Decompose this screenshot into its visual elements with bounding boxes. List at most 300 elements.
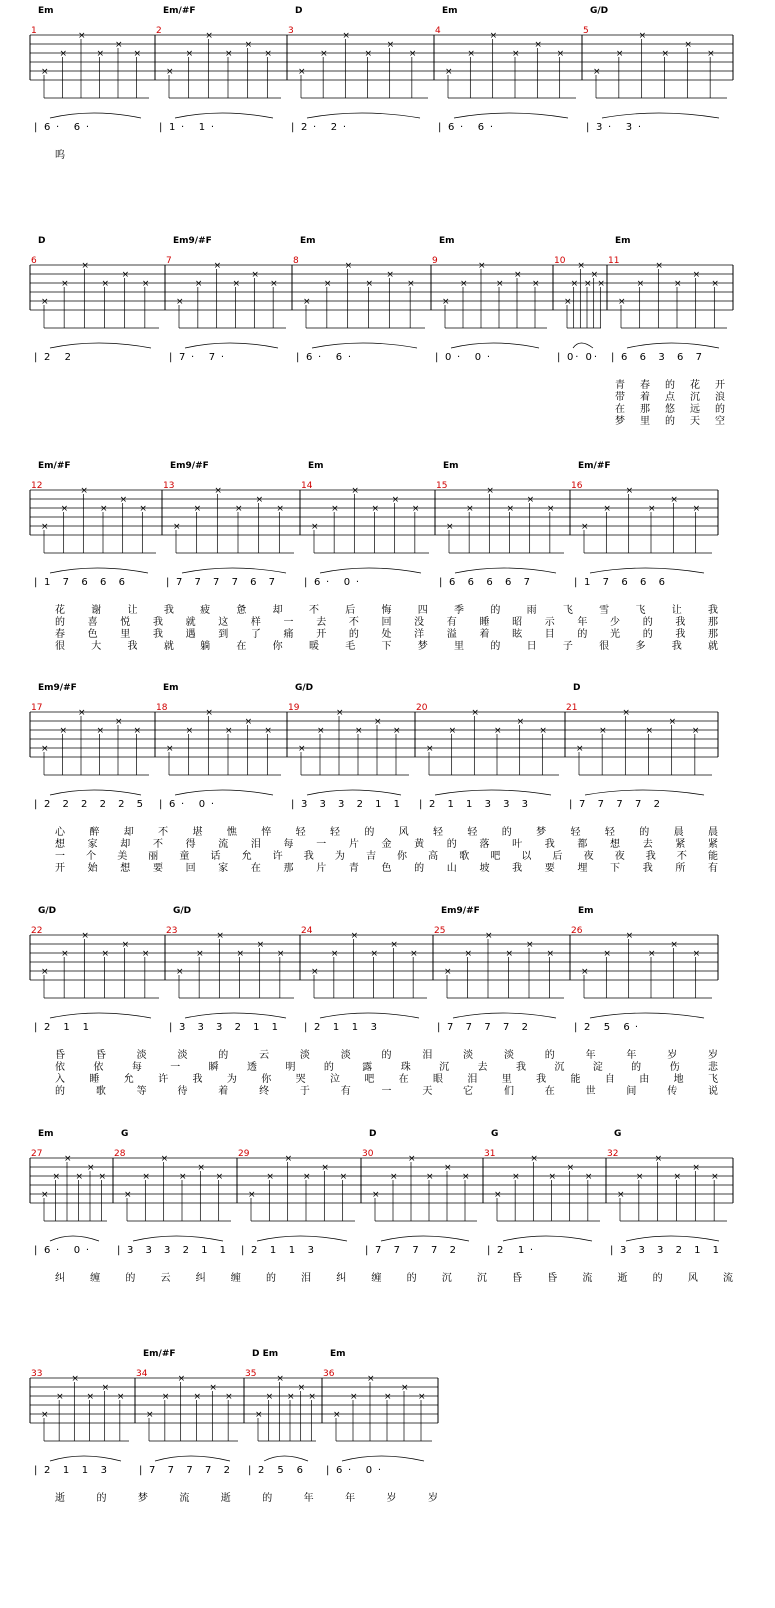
measure-number: 32 xyxy=(607,1149,619,1159)
lyric-char: 去 xyxy=(477,1062,488,1073)
measure-number: 4 xyxy=(435,26,441,36)
pick-mark: × xyxy=(445,67,453,77)
lyric-char: 色 xyxy=(87,629,98,640)
pick-mark: × xyxy=(364,49,373,59)
lyric-char: 在 xyxy=(615,404,625,415)
lyric-char: 我 xyxy=(515,1062,526,1073)
lyric-char: 堪 xyxy=(192,827,203,838)
lyric-char: 我 xyxy=(642,863,653,874)
lyric-char: 却 xyxy=(123,827,134,838)
lyric-char: 那 xyxy=(640,404,650,415)
chord-name: D xyxy=(573,683,581,693)
lyric-char: 传 xyxy=(667,1086,678,1097)
pick-mark: × xyxy=(61,279,69,289)
lyric-char: 入 xyxy=(55,1074,65,1085)
pick-mark: × xyxy=(692,949,701,959)
lyric-char: 不 xyxy=(158,827,169,838)
pick-mark: × xyxy=(444,967,452,977)
pick-mark: × xyxy=(78,708,86,718)
lyric-char: 样 xyxy=(250,617,261,628)
slur xyxy=(454,113,568,118)
pick-mark: × xyxy=(166,744,174,754)
pick-mark: × xyxy=(577,261,585,271)
lyric-char: 飞 xyxy=(635,605,646,616)
lyric-char: 美 xyxy=(117,851,128,862)
measure-number: 30 xyxy=(362,1149,374,1159)
lyric-char: 歌 xyxy=(95,1086,106,1097)
pick-mark: × xyxy=(426,1172,434,1182)
lyric-char: 的 xyxy=(218,1050,229,1061)
pick-mark: × xyxy=(411,504,420,514)
lyric-char: 要 xyxy=(152,863,163,874)
measure-number: 35 xyxy=(245,1369,257,1379)
measure-number: 26 xyxy=(571,926,583,936)
measure-number: 17 xyxy=(31,703,43,713)
pick-mark: × xyxy=(374,717,382,727)
notation-bar: | xyxy=(291,799,295,810)
lyric-char: 能 xyxy=(708,851,718,862)
lyric-char: 泪 xyxy=(467,1074,478,1085)
lyric-char: 歌 xyxy=(459,851,470,862)
pick-mark: × xyxy=(251,270,259,280)
lyric-char: 金 xyxy=(381,839,392,850)
pick-mark: × xyxy=(265,1392,274,1402)
slur xyxy=(602,113,719,118)
lyric-char: 的 xyxy=(715,404,725,415)
notation-bar: | xyxy=(34,1022,38,1033)
lyric-char: 泪 xyxy=(422,1050,433,1061)
notation-bar: | xyxy=(34,352,38,363)
measure-number: 11 xyxy=(608,256,620,266)
slur xyxy=(320,1013,419,1018)
pick-mark: × xyxy=(287,1392,295,1402)
pick-mark: × xyxy=(636,279,645,289)
pick-mark: × xyxy=(478,261,486,271)
slur xyxy=(626,1236,719,1241)
pick-mark: × xyxy=(707,49,715,59)
pick-mark: × xyxy=(564,297,572,307)
lyric-char: 遇 xyxy=(185,629,196,640)
measure-number: 18 xyxy=(156,703,168,713)
notation-bar: | xyxy=(166,577,170,588)
measure-number: 25 xyxy=(434,926,446,936)
pick-mark: × xyxy=(367,1374,375,1384)
lyric-char: 悠 xyxy=(665,404,675,415)
lyric-char: 悦 xyxy=(120,617,131,628)
lyric-char: 高 xyxy=(428,851,439,862)
pick-mark: × xyxy=(41,297,49,307)
pick-mark: × xyxy=(56,1392,64,1402)
pick-mark: × xyxy=(625,486,634,496)
lyric-char: 埋 xyxy=(577,863,588,874)
lyric-char: 依 xyxy=(55,1062,65,1073)
pick-mark: × xyxy=(244,717,253,727)
lyric-char: 的 xyxy=(490,641,501,652)
chord-name: Em xyxy=(38,1129,54,1139)
lyric-char: 的 xyxy=(265,1273,276,1284)
notation-bar: | xyxy=(586,122,590,133)
lyric-char: 的 xyxy=(446,839,457,850)
numbered-notes: 6· 0· xyxy=(44,1245,89,1256)
pick-mark: × xyxy=(98,1172,107,1182)
lyric-char: 点 xyxy=(665,392,675,403)
lyric-char: 的 xyxy=(364,827,375,838)
lyric-char: 在 xyxy=(398,1074,409,1085)
lyric-char: 日 xyxy=(526,641,537,652)
numbered-notes: 6· 0· xyxy=(169,799,214,810)
lyric-char: 在 xyxy=(544,1086,555,1097)
measure-number: 22 xyxy=(31,926,43,936)
slur xyxy=(573,343,593,348)
pick-mark: × xyxy=(59,726,68,736)
lyric-char: 晨 xyxy=(708,827,718,838)
pick-mark: × xyxy=(590,270,599,280)
pick-mark: × xyxy=(684,40,692,50)
notation-bar: | xyxy=(365,1245,369,1256)
pick-mark: × xyxy=(311,967,319,977)
lyric-char: 家 xyxy=(218,863,229,874)
chord-name: Em xyxy=(442,6,458,16)
pick-mark: × xyxy=(276,504,284,514)
lyric-char: 那 xyxy=(283,863,294,874)
lyric-char: 躺 xyxy=(200,641,211,652)
numbered-notes: 6 6 3 6 7 xyxy=(621,352,702,363)
pick-mark: × xyxy=(408,49,417,59)
lyric-char: 悔 xyxy=(381,605,392,616)
lyric-char: 没 xyxy=(414,617,425,628)
lyric-char: 的 xyxy=(652,1273,663,1284)
pick-mark: × xyxy=(505,949,514,959)
notation-bar: | xyxy=(241,1245,245,1256)
lyric-char: 许 xyxy=(272,851,283,862)
lyric-char: 缠 xyxy=(90,1273,101,1284)
pick-mark: × xyxy=(635,1172,644,1182)
pick-mark: × xyxy=(86,1392,95,1402)
lyric-char: 的 xyxy=(323,1062,334,1073)
lyric-char: 那 xyxy=(708,629,718,640)
notation-bar: | xyxy=(296,352,300,363)
pick-mark: × xyxy=(603,504,611,514)
pick-mark: × xyxy=(60,504,69,514)
pick-mark: × xyxy=(78,31,86,41)
measure-number: 15 xyxy=(436,481,448,491)
lyric-char: 喜 xyxy=(87,617,98,628)
lyric-char: 晨 xyxy=(673,827,684,838)
lyric-char: 一 xyxy=(316,839,327,850)
lyric-char: 青 xyxy=(615,380,625,391)
chord-name: Em/#F xyxy=(163,6,196,16)
lyric-char: 带 xyxy=(615,392,625,403)
lyric-char: 的 xyxy=(125,1273,136,1284)
measure-number: 10 xyxy=(554,256,566,266)
numbered-notes: 1 7 6 6 6 xyxy=(584,577,665,588)
lyric-char: 眼 xyxy=(433,1074,444,1085)
lyric-char: 始 xyxy=(87,863,98,874)
numbered-notes: 6· 0· xyxy=(336,1465,381,1476)
pick-mark: × xyxy=(448,726,457,736)
lyric-char: 年 xyxy=(303,1493,314,1504)
chord-name: D xyxy=(295,6,303,16)
pick-mark: × xyxy=(711,1172,719,1182)
slur xyxy=(185,1013,286,1018)
pick-mark: × xyxy=(115,717,123,727)
lyric-char: 回 xyxy=(185,863,196,874)
numbered-notes: 6 6 6 6 7 xyxy=(449,577,530,588)
lyric-char: 的 xyxy=(96,1493,107,1504)
lyric-char: 吧 xyxy=(364,1074,375,1085)
lyric-char: 我 xyxy=(192,1074,203,1085)
lyric-char: 天 xyxy=(690,416,700,427)
lyric-char: 却 xyxy=(272,605,283,616)
pick-mark: × xyxy=(173,522,181,532)
lyric-char: 终 xyxy=(259,1086,270,1097)
pick-mark: × xyxy=(530,1154,538,1164)
lyric-char: 轻 xyxy=(433,827,444,838)
lyric-char: 我 xyxy=(152,629,163,640)
measure-number: 5 xyxy=(583,26,589,36)
lyric-char: 泪 xyxy=(250,839,261,850)
lyric-char: 逝 xyxy=(617,1273,628,1284)
lyric-char: 瞬 xyxy=(208,1062,219,1073)
pick-mark: × xyxy=(146,1410,154,1420)
lyric-char: 着 xyxy=(479,629,490,640)
pick-mark: × xyxy=(96,49,105,59)
notation-bar: | xyxy=(304,1022,308,1033)
lyric-char: 不 xyxy=(308,605,319,616)
chord-name: G/D xyxy=(173,906,192,916)
lyric-char: 就 xyxy=(163,641,174,652)
measure-number: 21 xyxy=(566,703,578,713)
pick-mark: × xyxy=(618,297,626,307)
lyric-char: 坡 xyxy=(479,863,490,874)
lyric-char: 昏 xyxy=(547,1273,558,1284)
slur xyxy=(50,790,141,795)
lyric-char: 眩 xyxy=(512,629,523,640)
lyric-char: 岁 xyxy=(428,1493,438,1504)
numbered-notes: 2 5 6· xyxy=(584,1022,638,1033)
lyric-char: 黄 xyxy=(414,839,425,850)
pick-mark: × xyxy=(342,31,350,41)
numbered-notes: 2 2 xyxy=(44,352,71,363)
lyric-char: 流 xyxy=(582,1273,593,1284)
pick-mark: × xyxy=(142,1172,150,1182)
lyric-char: 由 xyxy=(639,1074,650,1085)
lyric-char: 我 xyxy=(536,1074,547,1085)
pick-mark: × xyxy=(298,67,306,77)
lyric-char: 的 xyxy=(348,629,359,640)
pick-mark: × xyxy=(276,1374,284,1384)
lyric-char: 春 xyxy=(640,380,650,391)
lyric-char: 等 xyxy=(136,1086,147,1097)
pick-mark: × xyxy=(61,949,69,959)
pick-mark: × xyxy=(670,940,678,950)
numbered-notes: 1· 1· xyxy=(169,122,214,133)
lyric-char: 想 xyxy=(55,839,65,850)
lyric-char: 伤 xyxy=(669,1062,680,1073)
lyric-char: 雪 xyxy=(599,605,610,616)
notation-bar: | xyxy=(569,799,573,810)
notation-bar: | xyxy=(34,122,38,133)
lyric-char: 大 xyxy=(91,641,102,652)
notation-bar: | xyxy=(574,577,578,588)
pick-mark: × xyxy=(350,931,359,941)
chord-name: D xyxy=(38,236,46,246)
lyric-char: 那 xyxy=(708,617,718,628)
lyric-char: 我 xyxy=(303,851,314,862)
lyric-char: 的 xyxy=(639,827,650,838)
notation-bar: | xyxy=(34,1245,38,1256)
slur xyxy=(175,113,273,118)
notation-bar: | xyxy=(248,1465,252,1476)
pick-mark: × xyxy=(320,49,328,59)
pick-mark: × xyxy=(655,261,663,271)
pick-mark: × xyxy=(576,744,584,754)
pick-mark: × xyxy=(460,279,468,289)
lyric-char: 年 xyxy=(577,617,588,628)
measure-number: 28 xyxy=(114,1149,126,1159)
pick-mark: × xyxy=(408,1154,416,1164)
pick-mark: × xyxy=(674,279,682,289)
measure-number: 33 xyxy=(31,1369,43,1379)
lyric-char: 允 xyxy=(241,851,252,862)
pick-mark: × xyxy=(248,1190,256,1200)
notation-bar: | xyxy=(326,1465,330,1476)
lyric-char: 吉 xyxy=(365,851,376,862)
chord-name: Em xyxy=(38,6,54,16)
lyric-char: 里 xyxy=(640,416,650,427)
notation-bar: | xyxy=(610,1245,614,1256)
chord-name: G/D xyxy=(295,683,314,693)
numbered-notes: 7 7 7 7 2 xyxy=(447,1022,528,1033)
chord-name: Em xyxy=(308,461,324,471)
lyric-char: 这 xyxy=(218,617,229,628)
pick-mark: × xyxy=(489,31,498,41)
pick-mark: × xyxy=(365,279,374,289)
pick-mark: × xyxy=(323,279,332,289)
chord-name: Em xyxy=(300,236,316,246)
lyric-char: 个 xyxy=(86,851,97,862)
pick-mark: × xyxy=(64,1154,72,1164)
measure-number: 14 xyxy=(301,481,313,491)
pick-mark: × xyxy=(603,949,611,959)
chord-name: Em xyxy=(615,236,631,246)
pick-mark: × xyxy=(426,744,434,754)
pick-mark: × xyxy=(311,522,319,532)
pick-mark: × xyxy=(41,67,49,77)
pick-mark: × xyxy=(485,931,493,941)
notation-bar: | xyxy=(291,122,295,133)
numbered-notes: 7 7 7 7 6 7 xyxy=(176,577,275,588)
slur xyxy=(50,1013,151,1018)
pick-mark: × xyxy=(692,270,701,280)
lyric-char: 开 xyxy=(715,380,725,391)
measure-number: 12 xyxy=(31,481,43,491)
lyric-char: 云 xyxy=(160,1273,171,1284)
lyric-char: 纠 xyxy=(336,1273,347,1284)
lyric-char: 为 xyxy=(334,851,345,862)
pick-mark: × xyxy=(216,931,224,941)
lyric-char: 后 xyxy=(552,851,563,862)
lyric-char: 醉 xyxy=(89,827,100,838)
numbered-notes: 6· 6· xyxy=(306,352,351,363)
pick-mark: × xyxy=(418,1392,426,1402)
lyric-char: 悴 xyxy=(261,827,272,838)
lyric-char: 的 xyxy=(414,863,425,874)
pick-mark: × xyxy=(303,297,311,307)
notation-bar: | xyxy=(557,352,561,363)
chord-name: Em xyxy=(578,906,594,916)
pick-mark: × xyxy=(193,504,202,514)
lyric-char: 开 xyxy=(316,629,327,640)
chord-name: Em9/#F xyxy=(173,236,212,246)
pick-mark: × xyxy=(532,279,540,289)
lyric-char: 的 xyxy=(631,1062,642,1073)
notation-bar: | xyxy=(34,799,38,810)
pick-mark: × xyxy=(344,261,353,271)
lyric-char: 溢 xyxy=(446,629,457,640)
lyric-char: 缠 xyxy=(230,1273,241,1284)
lyric-char: 透 xyxy=(247,1062,258,1073)
lyric-char: 紧 xyxy=(675,839,686,850)
lyric-char: 许 xyxy=(158,1074,169,1085)
pick-mark: × xyxy=(556,49,565,59)
lyric-char: 暖 xyxy=(308,641,319,652)
lyric-char: 风 xyxy=(398,827,409,838)
slur xyxy=(435,790,551,795)
lyric-char: 空 xyxy=(715,416,725,427)
pick-mark: × xyxy=(139,504,147,514)
pick-mark: × xyxy=(496,279,504,289)
numbered-notes: 2 2 2 2 2 5 xyxy=(44,799,143,810)
lyric-char: 得 xyxy=(185,839,196,850)
measure-number: 29 xyxy=(238,1149,250,1159)
lyric-char: 间 xyxy=(626,1086,637,1097)
pick-mark: × xyxy=(370,949,379,959)
pick-mark: × xyxy=(284,1154,293,1164)
notation-bar: | xyxy=(34,1465,38,1476)
notation-bar: | xyxy=(169,352,173,363)
lyric-char: 自 xyxy=(604,1074,615,1085)
lyric-char: 后 xyxy=(345,605,356,616)
measure-number: 1 xyxy=(31,26,37,36)
slur xyxy=(455,568,556,573)
lyric-char: 的 xyxy=(642,617,653,628)
lyric-char: 不 xyxy=(152,839,163,850)
pick-mark: × xyxy=(711,279,719,289)
pick-mark: × xyxy=(622,708,630,718)
pick-mark: × xyxy=(599,726,607,736)
pick-mark: × xyxy=(546,504,555,514)
notation-bar: | xyxy=(439,577,443,588)
lyric-char: 沉 xyxy=(441,1273,452,1284)
slur xyxy=(185,343,278,348)
lyric-char: 沉 xyxy=(554,1062,565,1073)
slur xyxy=(50,1236,99,1241)
pick-mark: × xyxy=(133,49,142,59)
pick-mark: × xyxy=(41,1190,49,1200)
lyric-char: 痛 xyxy=(283,629,294,640)
lyric-char: 我 xyxy=(152,617,163,628)
pick-mark: × xyxy=(471,708,479,718)
pick-mark: × xyxy=(584,1172,593,1182)
lyric-char: 缠 xyxy=(371,1273,382,1284)
pick-mark: × xyxy=(185,726,194,736)
numbered-notes: 7 7 7 7 2 xyxy=(149,1465,230,1476)
pick-mark: × xyxy=(75,1172,84,1182)
pick-mark: × xyxy=(215,1172,224,1182)
pick-mark: × xyxy=(648,504,656,514)
pick-mark: × xyxy=(464,949,473,959)
